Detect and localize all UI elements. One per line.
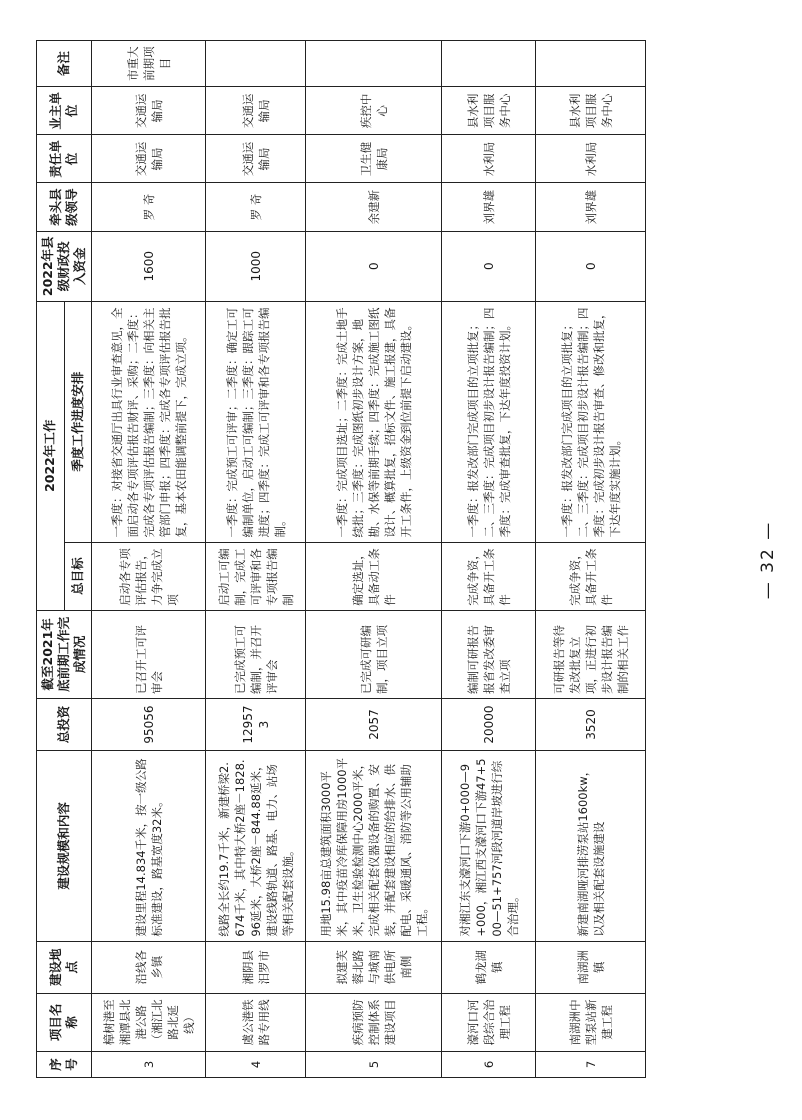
table-row bbox=[442, 41, 536, 1078]
cell-leader: 罗 奇 bbox=[92, 183, 206, 231]
header-name: 项目名称 bbox=[37, 993, 92, 1051]
cell-name: 南湖洲中型泵站新建工程 bbox=[536, 993, 646, 1051]
cell-owner-unit: 县水利项目服务中心 bbox=[442, 87, 536, 135]
cell-progress-2021: 已召开工可评审会 bbox=[92, 610, 206, 698]
cell-scale: 对湘江东支濠河口下游0+000—9+000，湘江西支濠河口下游47+500—51+757河段河道岸坡进行综合治理。 bbox=[442, 751, 536, 942]
cell-quarterly: 一季度：报发改部门完成项目的立项批复；二、三季度：完成项目初步设计报告编制；四季度：完成初步设计报告审查、修改和批复，下达年度实施计划。 bbox=[536, 301, 646, 542]
cell-scale: 用地15.98亩总建筑面积3000平米，其中疫苗冷库保障用房1000平米，卫生检验检测中心2000平米，完成相关配套仪器设备的购置、安装，并配套建设相应的给排水、供配电、采暖通风、消防等公用辅助工程。 bbox=[306, 751, 442, 942]
cell-quarterly: 一季度：完成项目选址；二季度：完成土地手续批；三季度：完成图纸初步设计方案，地勘、水保等前期手续；四季度：完成施工图纸设计、概算批复，招标文件、施工报建，具备开工条件，上级资金到位前提下启动建设。 bbox=[306, 301, 442, 542]
cell-fund-2022: 1600 bbox=[92, 231, 206, 301]
cell-name: 樟树港至湘潭县北港公路（湘江北路北延线） bbox=[92, 993, 206, 1051]
header-remark: 备注 bbox=[37, 41, 92, 87]
cell-goal: 完成争资，具备开工条件 bbox=[536, 542, 646, 610]
cell-name: 疾病预防控制体系建设项目 bbox=[306, 993, 442, 1051]
header-quarterly: 季度工作进度安排 bbox=[64, 301, 92, 542]
header-location: 建设地点 bbox=[37, 941, 92, 993]
header-owner-unit: 业主单位 bbox=[37, 87, 92, 135]
cell-progress-2021: 已完成预工可编制，并召开评审会 bbox=[206, 610, 306, 698]
cell-remark: 市重大前期项目 bbox=[92, 41, 206, 87]
header-goal: 总目标 bbox=[64, 542, 92, 610]
cell-seq: 6 bbox=[442, 1051, 536, 1077]
cell-location: 拟建芙蓉北路与城南供电所南侧 bbox=[306, 941, 442, 993]
header-progress-2021: 截至2021年底前期工作完成情况 bbox=[37, 610, 92, 698]
header-scale: 建设规模和内容 bbox=[37, 751, 92, 942]
cell-remark bbox=[206, 41, 306, 87]
cell-scale: 新建南湖哑河排涝泵站1600kw，以及相关配套设施建设 bbox=[536, 751, 646, 942]
cell-location: 湘阴县汨罗市 bbox=[206, 941, 306, 993]
header-leader: 牵头县级领导 bbox=[37, 183, 92, 231]
header-resp-unit: 责任单位 bbox=[37, 135, 92, 183]
cell-total-invest: 129573 bbox=[206, 698, 306, 750]
cell-leader: 刘界雄 bbox=[442, 183, 536, 231]
header-seq: 序号 bbox=[37, 1051, 92, 1077]
header-row-1 bbox=[37, 41, 65, 1078]
cell-progress-2021: 已完成可研编制，项目立项 bbox=[306, 610, 442, 698]
cell-owner-unit: 交通运输局 bbox=[206, 87, 306, 135]
cell-resp-unit: 水利局 bbox=[536, 135, 646, 183]
cell-leader: 罗 奇 bbox=[206, 183, 306, 231]
cell-total-invest: 20000 bbox=[442, 698, 536, 750]
cell-owner-unit: 疾控中心 bbox=[306, 87, 442, 135]
cell-name: 虞公港铁路专用线 bbox=[206, 993, 306, 1051]
cell-goal: 确定选址，具备动工条件 bbox=[306, 542, 442, 610]
cell-progress-2021: 编制可研报告报省发改委审查立项 bbox=[442, 610, 536, 698]
cell-scale: 建设里程14.834千米，按一级公路标准建设，路基宽度32米。 bbox=[92, 751, 206, 942]
cell-owner-unit: 县水利项目服务中心 bbox=[536, 87, 646, 135]
cell-location: 南湖洲镇 bbox=[536, 941, 646, 993]
cell-fund-2022: 1000 bbox=[206, 231, 306, 301]
cell-goal: 完成争资，具备开工条件 bbox=[442, 542, 536, 610]
cell-seq: 4 bbox=[206, 1051, 306, 1077]
cell-quarterly: 一季度：完成预工可评审；二季度：确定工可编制单位，启动工可编制；三季度：跟踪工可进度；四季度：完成工可评审和各专项报告编制。 bbox=[206, 301, 306, 542]
cell-resp-unit: 交通运输局 bbox=[206, 135, 306, 183]
cell-fund-2022: 0 bbox=[536, 231, 646, 301]
cell-resp-unit: 水利局 bbox=[442, 135, 536, 183]
cell-leader: 刘界雄 bbox=[536, 183, 646, 231]
cell-name: 濠河口河段综合治理工程 bbox=[442, 993, 536, 1051]
cell-resp-unit: 卫生健康局 bbox=[306, 135, 442, 183]
cell-total-invest: 3520 bbox=[536, 698, 646, 750]
cell-location: 沿线各乡镇 bbox=[92, 941, 206, 993]
cell-scale: 线路全长约19.7千米，新建桥梁2.674千米，其中特大桥2座－1828.96延米，大桥2座－844.88延米，建设线路轨道、路基、电力、站场等相关配套设施。 bbox=[206, 751, 306, 942]
cell-total-invest: 2057 bbox=[306, 698, 442, 750]
cell-seq: 7 bbox=[536, 1051, 646, 1077]
header-fund-2022: 2022年县级财政投入资金 bbox=[37, 231, 92, 301]
cell-total-invest: 95056 bbox=[92, 698, 206, 750]
cell-location: 鹤龙湖镇 bbox=[442, 941, 536, 993]
cell-owner-unit: 交通运输局 bbox=[92, 87, 206, 135]
cell-seq: 3 bbox=[92, 1051, 206, 1077]
table-row bbox=[206, 41, 306, 1078]
cell-goal: 启动各专项评估报告，力争完成立项 bbox=[92, 542, 206, 610]
cell-quarterly: 一季度：对接省交通厅出具行业审查意见，全面启动各专项评估报告财评、采购；二季度：完成各专项评估报告编制；三季度：向相关主管部门申报；四季度：完成各专项评估报告批复，基本农田能调整前提下，完成立项。 bbox=[92, 301, 206, 542]
project-table bbox=[36, 40, 646, 1078]
cell-quarterly: 一季度：报发改部门完成项目的立项批复；二、三季度：完成项目初步设计报告编制；四季度：完成审查批复，下达年度投资计划。 bbox=[442, 301, 536, 542]
cell-remark bbox=[536, 41, 646, 87]
cell-seq: 5 bbox=[306, 1051, 442, 1077]
cell-progress-2021: 可研报告等待发改批复立项，正进行初步设计报告编制的相关工作 bbox=[536, 610, 646, 698]
cell-remark bbox=[442, 41, 536, 87]
cell-goal: 启动工可编制，完成工可评审和各专项报告编制 bbox=[206, 542, 306, 610]
header-total-invest: 总投资 bbox=[37, 698, 92, 750]
page-number: — 32 — bbox=[758, 520, 778, 600]
cell-leader: 余建新 bbox=[306, 183, 442, 231]
header-work-2022: 2022年工作 bbox=[37, 301, 65, 610]
cell-remark bbox=[306, 41, 442, 87]
table-row bbox=[306, 41, 442, 1078]
cell-fund-2022: 0 bbox=[306, 231, 442, 301]
table-row bbox=[536, 41, 646, 1078]
cell-fund-2022: 0 bbox=[442, 231, 536, 301]
cell-resp-unit: 交通运输局 bbox=[92, 135, 206, 183]
table-row bbox=[92, 41, 206, 1078]
